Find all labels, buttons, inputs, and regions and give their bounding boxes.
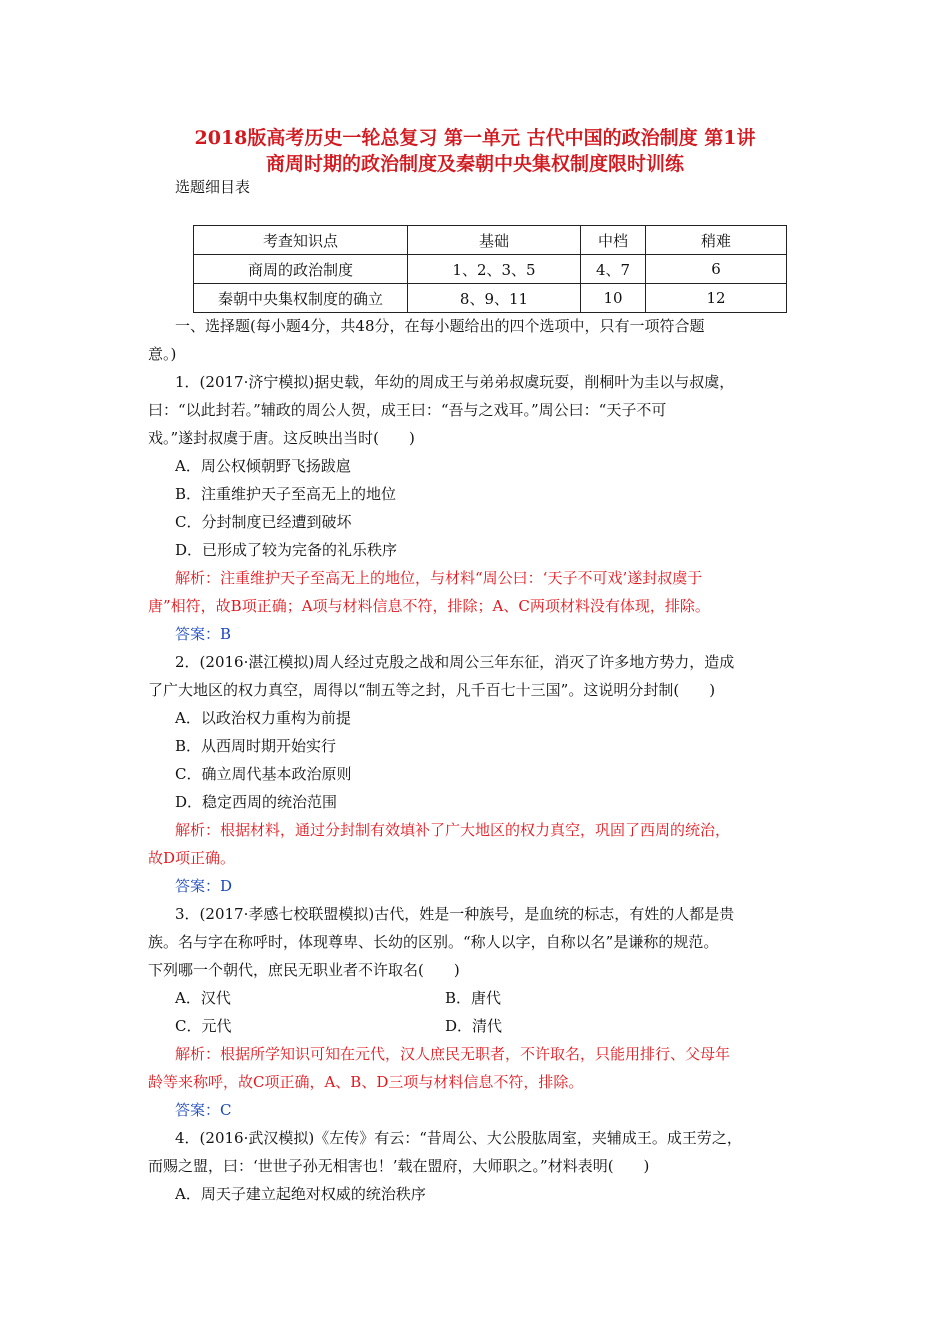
table-cell: 4、7 bbox=[581, 255, 646, 284]
question-3-analysis: 解析：根据所学知识可知在元代，汉人庶民无职者，不许取名，只能用排行、父母年 bbox=[175, 1045, 731, 1063]
question-2-analysis: 解析：根据材料，通过分封制有效填补了广大地区的权力真空，巩固了西周的统治， bbox=[175, 821, 731, 839]
table-cell: 商周的政治制度 bbox=[194, 255, 408, 284]
question-2-analysis: 故D项正确。 bbox=[148, 849, 236, 867]
question-4-stem: 4．(2016·武汉模拟)《左传》有云：“昔周公、大公股肱周室，夹辅成王。成王劳之， bbox=[175, 1129, 742, 1147]
question-2-option-a: A．以政治权力重构为前提 bbox=[175, 709, 351, 727]
question-1-answer: 答案：B bbox=[175, 625, 232, 643]
table-row bbox=[194, 284, 787, 313]
question-3-analysis: 龄等来称呼，故C项正确，A、B、D三项与材料信息不符，排除。 bbox=[148, 1073, 584, 1091]
question-3-option-b: B．唐代 bbox=[445, 989, 502, 1007]
question-1-option-d: D．已形成了较为完备的礼乐秩序 bbox=[175, 541, 398, 559]
section-heading-cont: 意。) bbox=[148, 345, 177, 363]
table-cell: 1、2、3、5 bbox=[408, 255, 581, 284]
question-1-option-c: C．分封制度已经遭到破坏 bbox=[175, 513, 352, 531]
question-1-option-b: B．注重维护天子至高无上的地位 bbox=[175, 485, 397, 503]
table-header-cell: 考查知识点 bbox=[194, 226, 408, 255]
question-1-analysis: 唐”相符，故B项正确；A项与材料信息不符，排除；A、C两项材料没有体现，排除。 bbox=[148, 597, 710, 615]
topic-selection-table bbox=[193, 225, 787, 313]
table-caption: 选题细目表 bbox=[175, 178, 251, 196]
table-cell: 8、9、11 bbox=[408, 284, 581, 313]
question-2-option-b: B．从西周时期开始实行 bbox=[175, 737, 337, 755]
section-heading: 一、选择题(每小题4分，共48分，在每小题给出的四个选项中，只有一项符合题 bbox=[175, 317, 705, 335]
question-2-stem: 了广大地区的权力真空，周得以“制五等之封，凡千百七十三国”。这说明分封制( ) bbox=[148, 681, 716, 699]
question-4-stem: 而赐之盟，曰：‘世世子孙无相害也！’载在盟府，大师职之。”材料表明( ) bbox=[148, 1157, 650, 1175]
question-2-option-d: D．稳定西周的统治范围 bbox=[175, 793, 338, 811]
table-cell: 12 bbox=[646, 284, 787, 313]
question-1-analysis: 解析：注重维护天子至高无上的地位，与材料“周公曰：‘天子不可戏’遂封叔虞于 bbox=[175, 569, 703, 587]
question-1-stem: 曰：“以此封若。”辅政的周公人贺，成王曰：“吾与之戏耳。”周公曰：“天子不可 bbox=[148, 401, 667, 419]
table-header-cell: 中档 bbox=[581, 226, 646, 255]
question-3-option-a: A．汉代 bbox=[175, 989, 231, 1007]
question-2-option-c: C．确立周代基本政治原则 bbox=[175, 765, 352, 783]
table-header-row bbox=[194, 226, 787, 255]
question-3-stem: 3．(2017·孝感七校联盟模拟)古代，姓是一种族号，是血统的标志，有姓的人都是贵 bbox=[175, 905, 735, 923]
question-3-stem: 族。名与字在称呼时，体现尊卑、长幼的区别。“称人以字，自称以名”是谦称的规范。 bbox=[148, 933, 719, 951]
question-4-option-a: A．周天子建立起绝对权威的统治秩序 bbox=[175, 1185, 426, 1203]
table-row bbox=[194, 255, 787, 284]
question-2-answer: 答案：D bbox=[175, 877, 233, 895]
document-title-line1: 2018版高考历史一轮总复习 第一单元 古代中国的政治制度 第1讲 bbox=[194, 127, 756, 149]
question-1-stem: 1．(2017·济宁模拟)据史载，年幼的周成王与弟弟叔虞玩耍，削桐叶为圭以与叔虞， bbox=[175, 373, 735, 391]
question-3-option-d: D．清代 bbox=[445, 1017, 503, 1035]
question-3-stem: 下列哪一个朝代，庶民无职业者不许取名( ) bbox=[148, 961, 460, 979]
table-header-cell: 稍难 bbox=[646, 226, 787, 255]
question-1-stem: 戏。”遂封叔虞于唐。这反映出当时( ) bbox=[148, 429, 415, 447]
question-1-option-a: A．周公权倾朝野飞扬跋扈 bbox=[175, 457, 351, 475]
table-cell: 6 bbox=[646, 255, 787, 284]
question-3-option-c: C．元代 bbox=[175, 1017, 232, 1035]
question-2-stem: 2．(2016·湛江模拟)周人经过克殷之战和周公三年东征，消灭了许多地方势力，造成 bbox=[175, 653, 735, 671]
table-cell: 10 bbox=[581, 284, 646, 313]
table-cell: 秦朝中央集权制度的确立 bbox=[194, 284, 408, 313]
document-title-line2: 商周时期的政治制度及秦朝中央集权制度限时训练 bbox=[265, 153, 684, 175]
table-header-cell: 基础 bbox=[408, 226, 581, 255]
question-3-answer: 答案：C bbox=[175, 1101, 232, 1119]
